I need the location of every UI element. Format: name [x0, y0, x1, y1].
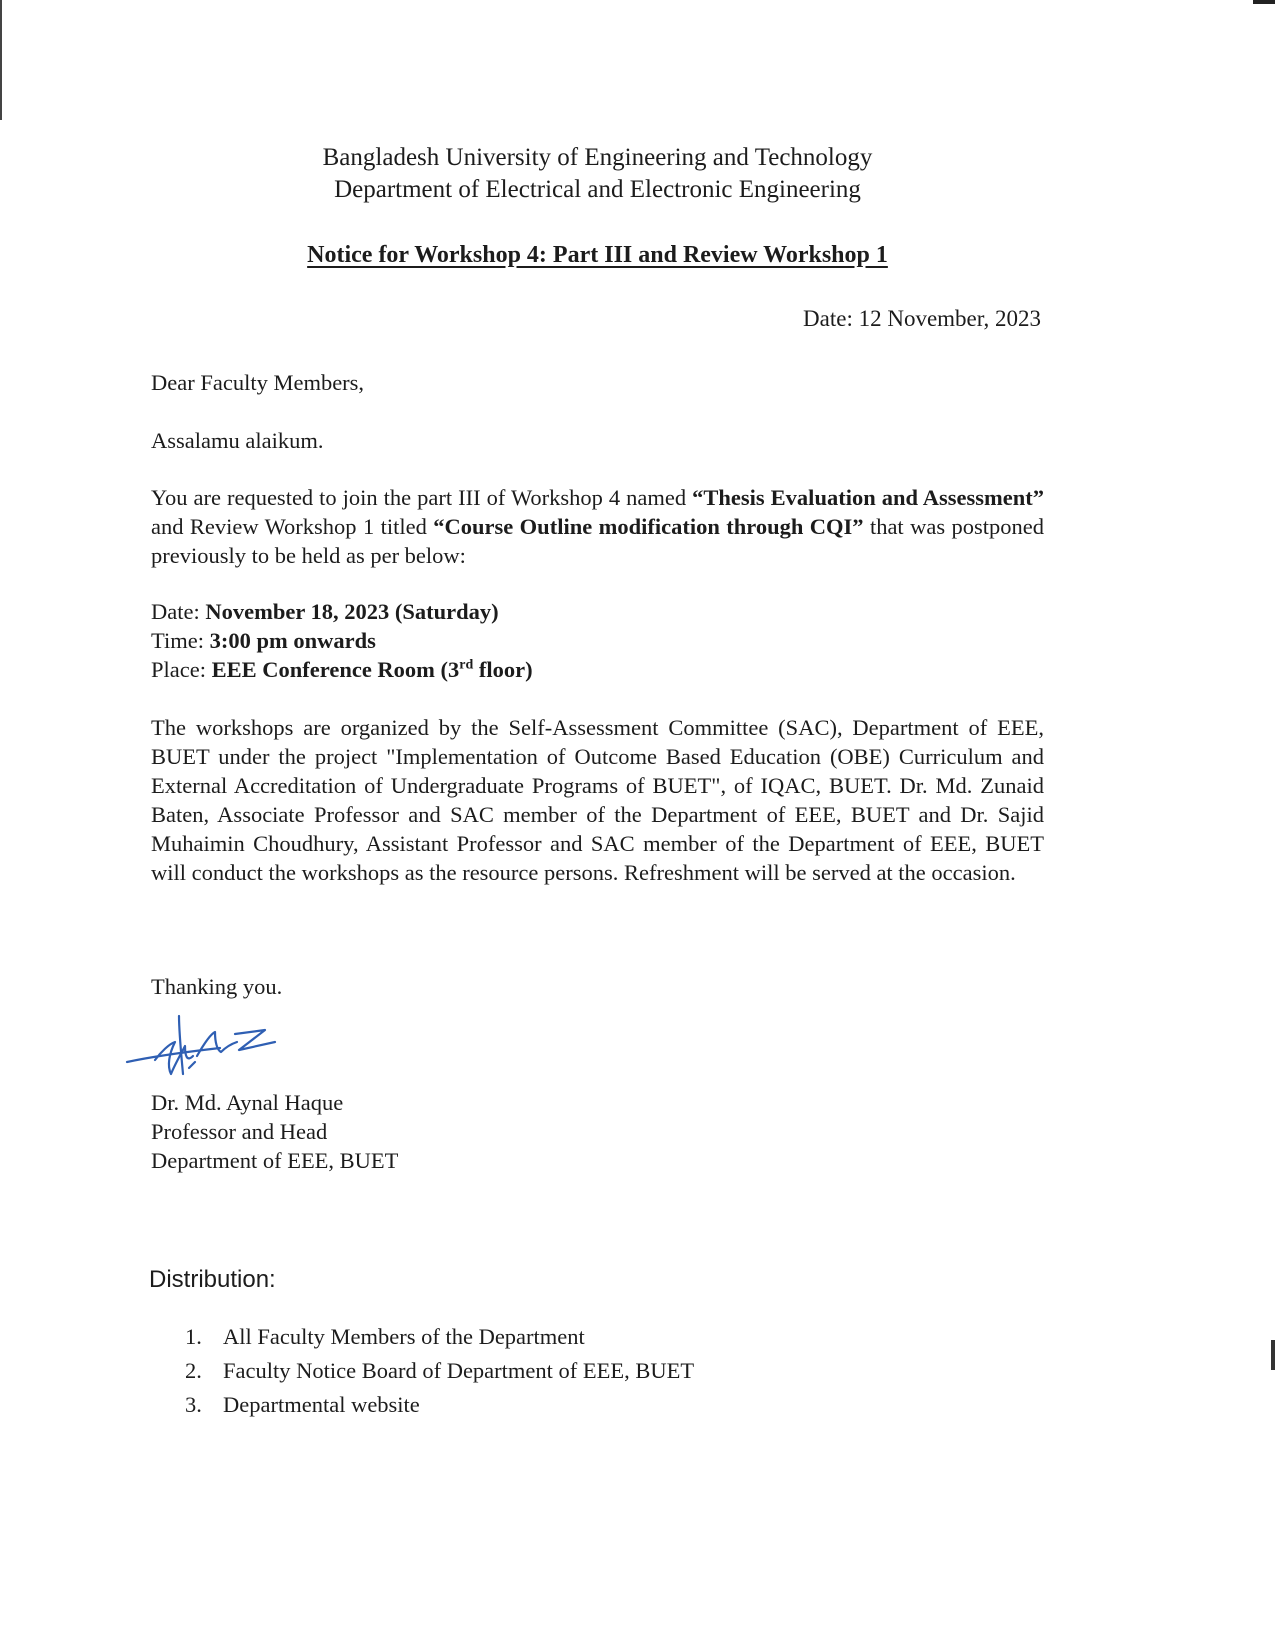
- letterhead: [0, 142, 1195, 206]
- invitation-paragraph: [151, 483, 1044, 570]
- scan-edge-right-mark: [1271, 1340, 1275, 1370]
- list-number: 1.: [185, 1324, 202, 1349]
- event-place-label: Place:: [151, 657, 212, 682]
- scan-edge-left: [0, 0, 2, 120]
- signer-designation: Professor and Head: [151, 1119, 328, 1144]
- event-details: [151, 597, 1044, 684]
- signature-image: [125, 1012, 285, 1082]
- event-time-value: 3:00 pm onwards: [209, 628, 376, 653]
- event-place-main: EEE Conference Room (3: [211, 657, 460, 682]
- notice-title-text: Notice for Workshop 4: Part III and Review Workshop 1: [307, 242, 888, 268]
- event-place-value: [212, 657, 533, 682]
- para1-text-1: You are requested to join the part III of Workshop 4 named: [151, 485, 693, 510]
- list-item: [185, 1354, 694, 1388]
- salutation: Dear Faculty Members,: [151, 370, 365, 395]
- signer-department: Department of EEE, BUET: [151, 1148, 399, 1173]
- signer-name: Dr. Md. Aynal Haque: [151, 1090, 344, 1115]
- scan-edge-right: [1253, 0, 1275, 4]
- review-workshop-title: “Course Outline modification through CQI”: [433, 514, 864, 539]
- event-place: [151, 655, 1044, 684]
- list-number: 2.: [185, 1358, 202, 1383]
- distribution-title: Distribution:: [149, 1266, 276, 1293]
- event-date-label: Date:: [151, 599, 206, 624]
- list-text: All Faculty Members of the Department: [223, 1324, 585, 1349]
- list-text: Faculty Notice Board of Department of EEE, BUET: [223, 1358, 695, 1383]
- list-number: 3.: [185, 1392, 202, 1417]
- list-item: [185, 1388, 694, 1422]
- notice-title: [0, 242, 1195, 269]
- closing: Thanking you.: [151, 974, 283, 999]
- organizer-paragraph: The workshops are organized by the Self-Assessment Committee (SAC), Department of EEE, BUET under the project "Implementation of Outcome Based Education (OBE) Curriculum and External Accreditation of Undergraduate Programs of BUET", of IQAC, BUET. Dr. Md. Zunaid Baten, Associate Professor and SAC member of the Department of EEE, BUET and Dr. Sajid Muhaimin Choudhury, Assistant Professor and SAC member of the Department of EEE, BUET will conduct the workshops as the resource persons. Refreshment will be served at the occasion.: [151, 715, 1044, 885]
- greeting: Assalamu alaikum.: [151, 428, 324, 453]
- event-date: [151, 597, 1044, 626]
- event-time-label: Time:: [151, 628, 210, 653]
- event-place-tail: floor): [473, 657, 533, 682]
- university-name: Bangladesh University of Engineering and Technology: [322, 144, 873, 171]
- list-item: [185, 1320, 694, 1354]
- event-time: [151, 626, 1044, 655]
- list-text: Departmental website: [223, 1392, 420, 1417]
- notice-date: Date: 12 November, 2023: [803, 306, 1041, 331]
- department-name: Department of Electrical and Electronic Engineering: [334, 176, 861, 203]
- para1-text-2: and Review Workshop 1 titled: [151, 514, 434, 539]
- workshop4-title: “Thesis Evaluation and Assessment”: [692, 485, 1044, 510]
- distribution-list: [185, 1320, 694, 1422]
- event-place-sup: rd: [459, 657, 474, 673]
- event-date-value: November 18, 2023 (Saturday): [205, 599, 499, 624]
- signer-block: [151, 1088, 398, 1175]
- para1-text-3: that was postponed previously to be held as per below:: [151, 514, 1044, 568]
